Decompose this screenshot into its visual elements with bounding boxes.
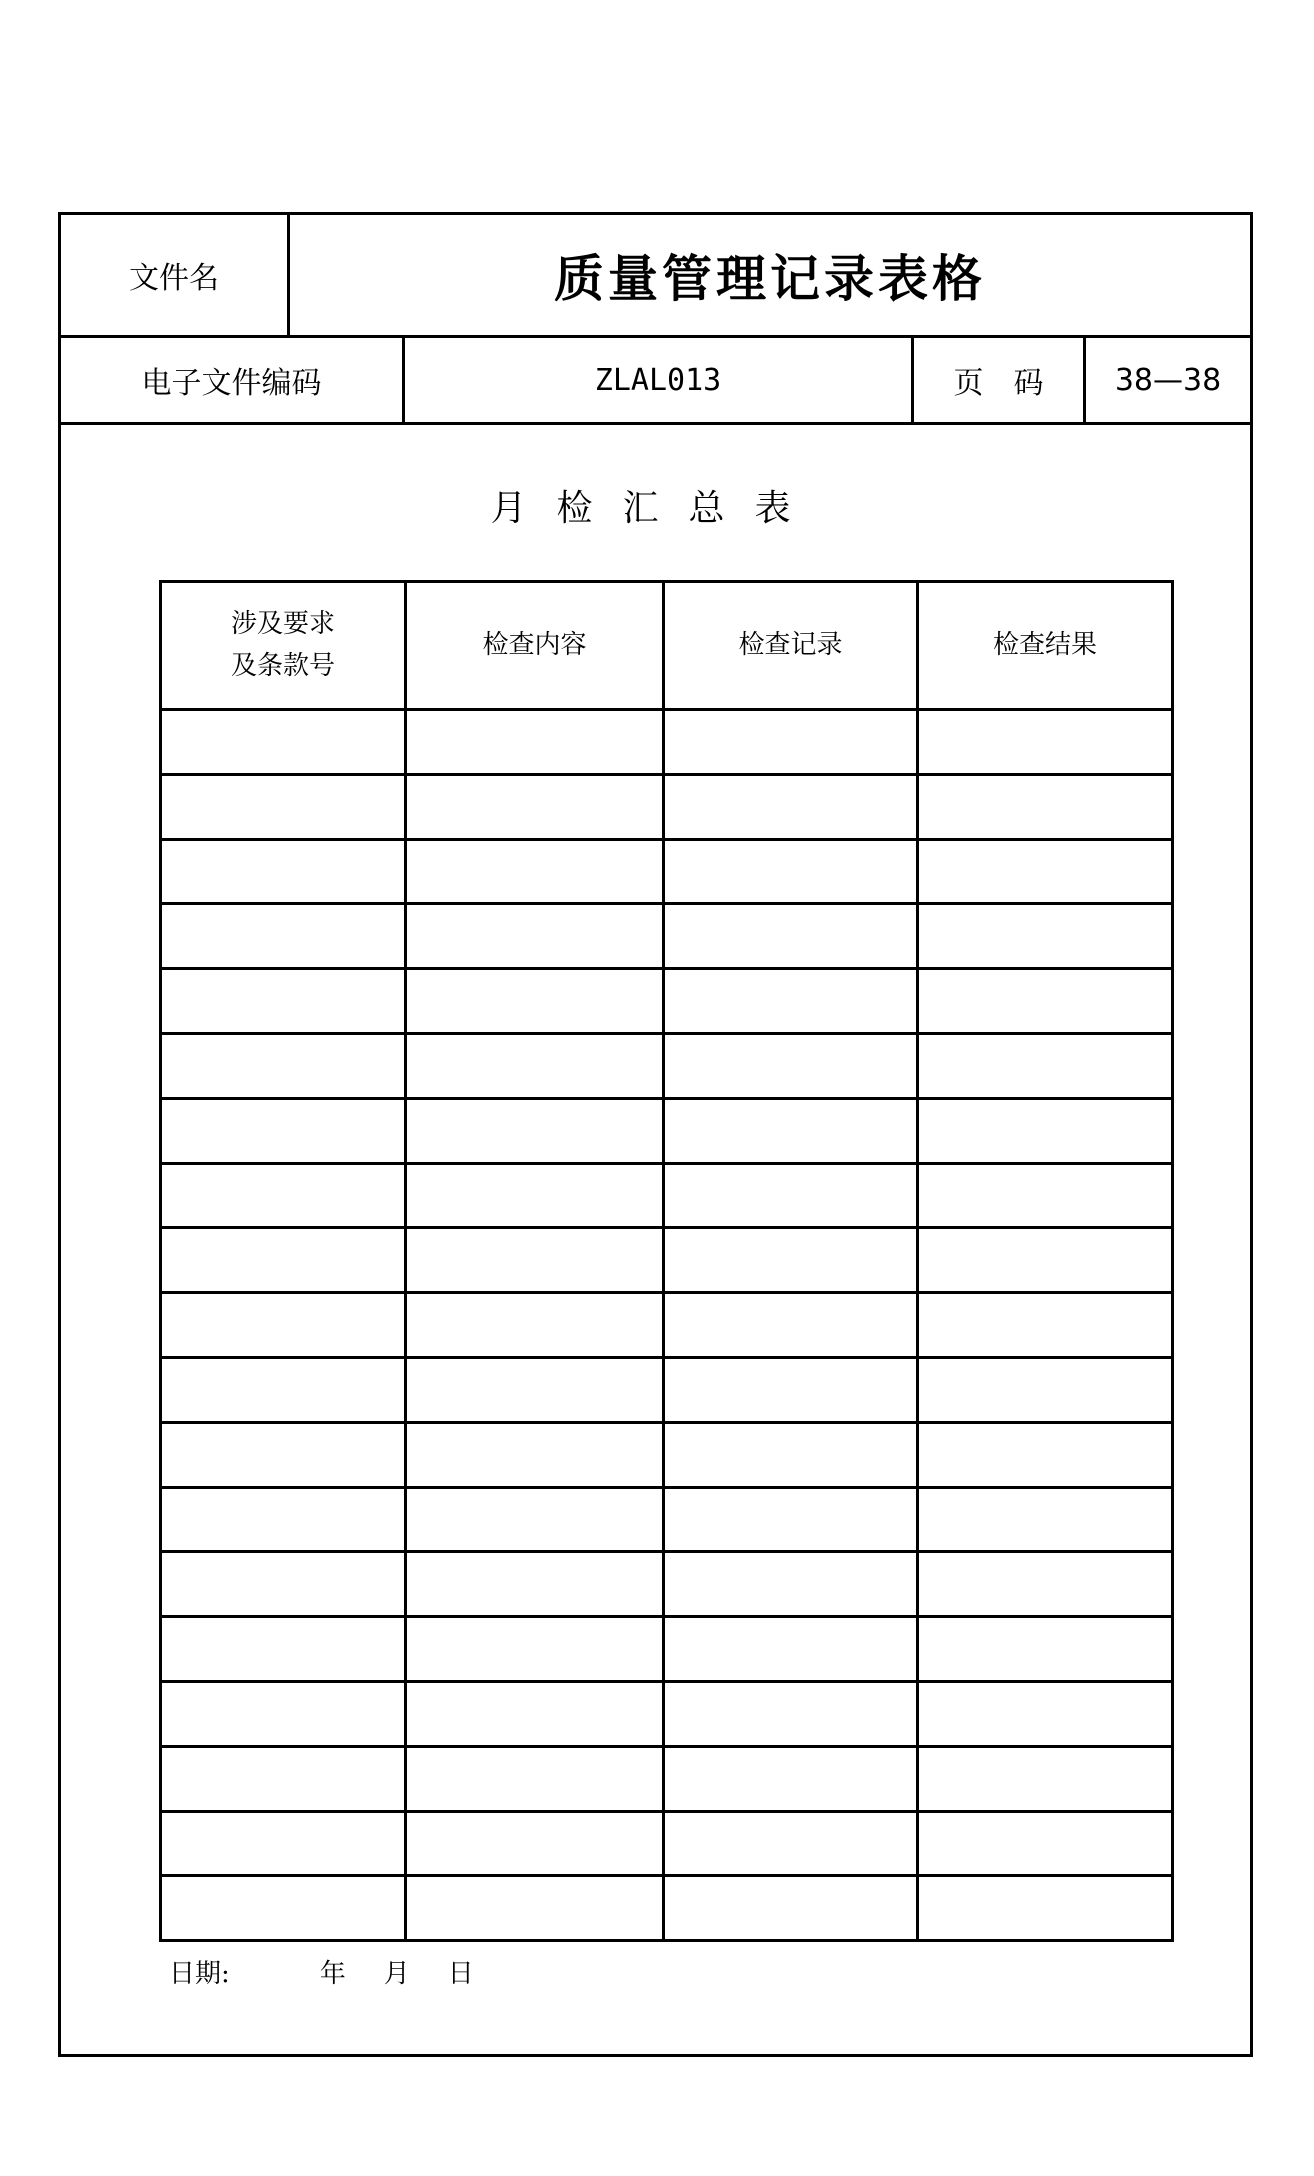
table-cell (918, 1228, 1173, 1293)
table-row (161, 1746, 1173, 1811)
table-cell (664, 1876, 918, 1941)
table-cell (161, 1876, 406, 1941)
table-cell (406, 1098, 664, 1163)
table-cell (161, 1163, 406, 1228)
table-row (161, 904, 1173, 969)
table-row (161, 1228, 1173, 1293)
table-cell (918, 1876, 1173, 1941)
table-cell (406, 1552, 664, 1617)
table-row (161, 969, 1173, 1034)
table-cell (918, 1681, 1173, 1746)
table-cell (664, 1617, 918, 1682)
table-cell (161, 1487, 406, 1552)
month-label: 月 (383, 1959, 410, 1989)
table-cell (161, 1033, 406, 1098)
table-cell (161, 710, 406, 775)
table-row (161, 1422, 1173, 1487)
table-cell (161, 1422, 406, 1487)
table-cell (918, 710, 1173, 775)
table-cell (918, 1033, 1173, 1098)
page-label: 页 码 (914, 338, 1086, 422)
table-row (161, 839, 1173, 904)
table-cell (664, 1228, 918, 1293)
table-cell (406, 1228, 664, 1293)
table-cell (406, 1033, 664, 1098)
table-cell (664, 1033, 918, 1098)
table-body (161, 710, 1173, 1941)
table-cell (664, 969, 918, 1034)
table-row (161, 710, 1173, 775)
table-row (161, 1617, 1173, 1682)
table-cell (406, 1487, 664, 1552)
table-cell (406, 1681, 664, 1746)
year-label: 年 (319, 1959, 346, 1989)
table-row (161, 1357, 1173, 1422)
form-subtitle: 月检汇总表 (490, 488, 821, 529)
table-row (161, 1487, 1173, 1552)
document-title: 质量管理记录表格 (554, 250, 986, 308)
table-cell (406, 774, 664, 839)
table-cell (664, 839, 918, 904)
table-row (161, 1876, 1173, 1941)
table-cell (918, 1746, 1173, 1811)
page-value: 38—38 (1114, 362, 1222, 398)
table-cell (406, 1811, 664, 1876)
table-cell (161, 969, 406, 1034)
document-frame (58, 212, 1253, 2057)
table-cell (664, 710, 918, 775)
table-cell (664, 1552, 918, 1617)
table-cell (161, 774, 406, 839)
table-cell (664, 1746, 918, 1811)
table-cell (918, 1422, 1173, 1487)
table-cell (664, 774, 918, 839)
table-cell (406, 839, 664, 904)
table-cell (161, 1228, 406, 1293)
column-header-result: 检查结果 (918, 582, 1173, 710)
header-row-title (61, 215, 1250, 338)
table-cell (918, 904, 1173, 969)
table-cell (664, 1681, 918, 1746)
table-cell (918, 1552, 1173, 1617)
table-cell (406, 710, 664, 775)
table-cell (664, 1357, 918, 1422)
day-label: 日 (447, 1959, 474, 1989)
table-cell (161, 1746, 406, 1811)
table-cell (918, 1487, 1173, 1552)
column-header-record: 检查记录 (664, 582, 918, 710)
table-cell (161, 1811, 406, 1876)
table-cell (406, 1876, 664, 1941)
table-row (161, 1811, 1173, 1876)
table-cell (664, 1422, 918, 1487)
table-row (161, 1681, 1173, 1746)
table-row (161, 1163, 1173, 1228)
table-cell (406, 1357, 664, 1422)
table-cell (406, 1617, 664, 1682)
table-cell (406, 969, 664, 1034)
table-cell (664, 1293, 918, 1358)
header-row-code (61, 338, 1250, 425)
column-header-content: 检查内容 (406, 582, 664, 710)
table-cell (161, 1617, 406, 1682)
code-label: 电子文件编码 (61, 338, 405, 422)
table-cell (664, 1811, 918, 1876)
column-header-clause (161, 582, 406, 710)
date-label: 日期: (169, 1959, 230, 1989)
table-cell (161, 1357, 406, 1422)
table-cell (918, 969, 1173, 1034)
table-cell (161, 1293, 406, 1358)
table-cell (918, 1293, 1173, 1358)
table-cell (664, 904, 918, 969)
table-cell (918, 1811, 1173, 1876)
table-cell (918, 1357, 1173, 1422)
table-cell (918, 839, 1173, 904)
table-header-row (161, 582, 1173, 710)
code-value: ZLAL013 (405, 338, 914, 422)
column-header-label: 涉及要求 及条款号 (230, 608, 335, 681)
table-cell (918, 1617, 1173, 1682)
table-cell (918, 774, 1173, 839)
table-row (161, 1033, 1173, 1098)
table-cell (664, 1487, 918, 1552)
date-line (169, 1953, 474, 1990)
table-cell (406, 1422, 664, 1487)
table-cell (406, 904, 664, 969)
table-row (161, 774, 1173, 839)
inspection-table (159, 580, 1174, 1942)
table-cell (161, 904, 406, 969)
table-cell (406, 1163, 664, 1228)
table-cell (161, 1681, 406, 1746)
table-row (161, 1552, 1173, 1617)
table-cell (161, 1098, 406, 1163)
table-cell (161, 1552, 406, 1617)
file-name-label: 文件名 (61, 215, 290, 335)
table-cell (406, 1746, 664, 1811)
table-row (161, 1098, 1173, 1163)
table-cell (918, 1098, 1173, 1163)
table-cell (918, 1163, 1173, 1228)
table-row (161, 1293, 1173, 1358)
table-cell (161, 839, 406, 904)
table-cell (406, 1293, 664, 1358)
table-cell (664, 1163, 918, 1228)
table-cell (664, 1098, 918, 1163)
